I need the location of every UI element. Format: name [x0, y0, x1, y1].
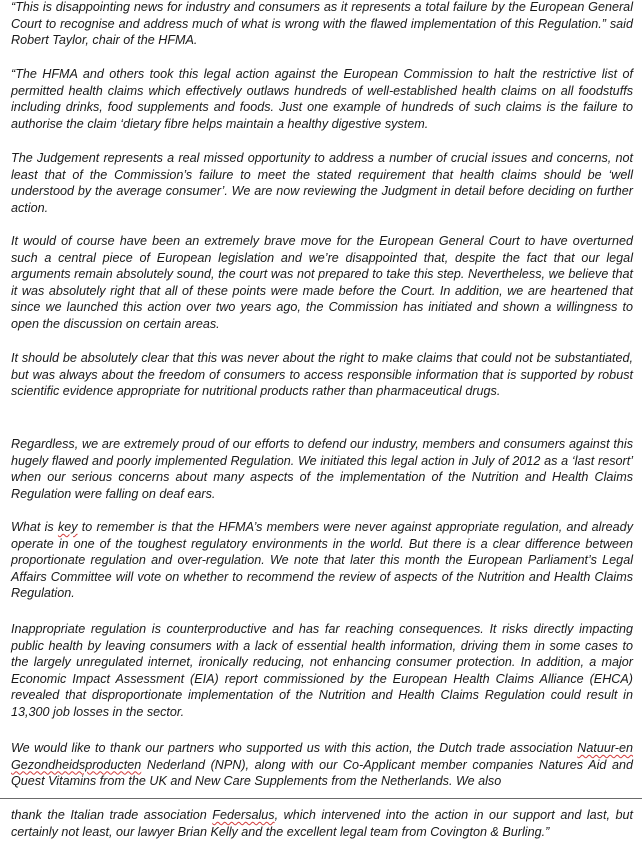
spellcheck-flag-federsalus: Federsalus: [212, 808, 275, 822]
paragraph-thanks: [11, 740, 633, 790]
paragraph-judgement: The Judgement represents a real missed opportunity to address a number of crucial issues and concerns, not least that of the Commission’s failure to meet the stated requirement that health claims should be ‘well understood by the average consumer’. We are now reviewing the Judgment in detail before deciding on further action.: [11, 151, 633, 215]
paragraph-key-to-remember: [11, 519, 633, 602]
p9-text-before: We would like to thank our partners who supported us with this action, the Dutch trade association: [11, 741, 578, 755]
p7-text-after: to remember is that the HFMA’s members were never against appropriate regulation, and already operate in one of the toughest regulatory environments in the world. But there is a clear difference between proportionate regulation and over-regulation. We note that later this month the European Parliament’s Legal Affairs Committee will vote on whether to recommend the review of aspects of the Nutrition and Health Claims Regulation.: [11, 520, 633, 600]
paragraph-thanks-continued: [11, 807, 633, 840]
paragraph-inappropriate-regulation: Inappropriate regulation is counterproductive and has far reaching consequences. It risks directly impacting public health by leaving consumers with a lack of essential health information, driving them in some cases to the largely unregulated internet, ironically reducing, not enhancing consumer protection. In addition, a major Economic Impact Assessment (EIA) report commissioned by the European Health Claims Alliance (EHCA) revealed that disproportionate implementation of the Nutrition and Health Claims Regulation could result in 13,300 job losses in the sector.: [11, 622, 633, 719]
p10-text-after: , which intervened into the action in our support and last, but certainly not least, our lawyer Brian Kelly and the excellent legal team from Covington & Burling.”: [11, 808, 633, 839]
p7-text-before: What is: [11, 520, 58, 534]
paragraph-regardless: Regardless, we are extremely proud of our efforts to defend our industry, members and consumers against this hugely flawed and poorly implemented Regulation. We initiated this legal action in July of 2012 as a ‘last resort’ when our serious concerns about many aspects of the implementation of the Nutrition and Health Claims Regulation were falling on deaf ears.: [11, 437, 633, 501]
spellcheck-flag-key: key: [57, 520, 78, 534]
page-break-divider: [0, 798, 642, 799]
spellcheck-flag-natuur-en: Natuur-en: [577, 741, 633, 755]
paragraph-taylor-quote: “This is disappointing news for industry and consumers as it represents a total failure by the European General Court to recognise and address much of what is wrong with the flawed implementation of this Regulation.” said Robert Taylor, chair of the HFMA.: [11, 0, 633, 47]
paragraph-substantiation: It should be absolutely clear that this was never about the right to make claims that could not be substantiated, but was always about the freedom of consumers to access responsible information that is supported by robust scientific evidence appropriate for nutritional products rather than pharmaceutical drugs.: [11, 351, 633, 398]
paragraph-brave-move: It would of course have been an extremely brave move for the European General Court to have overturned such a central piece of European legislation and we’re disappointed that, despite the fact that our legal arguments remain absolutely sound, the court was not prepared to take this step. Nevertheless, we believe that it was absolutely right that all of these points were made before the Court. In addition, we are heartened that since we launched this action over two years ago, the Commission has initiated and shown a willingness to open the discussion on certain areas.: [11, 234, 633, 331]
paragraph-legal-action: “The HFMA and others took this legal action against the European Commission to halt the restrictive list of permitted health claims which effectively outlaws hundreds of well-established health claims on all foodstuffs including drinks, food supplements and foods. Just one example of hundreds of such claims is the failure to authorise the claim ‘dietary fibre helps maintain a healthy digestive system.: [11, 67, 633, 131]
p9-text-after: Nederland (NPN), along with our Co-Applicant member companies Natures Aid and Quest Vitamins from the UK and New Care Supplements from the Netherlands. We also: [11, 757, 633, 788]
spellcheck-flag-gezondheidsproducten: Gezondheidsproducten: [11, 757, 142, 772]
p10-text-before: thank the Italian trade association: [11, 808, 213, 822]
